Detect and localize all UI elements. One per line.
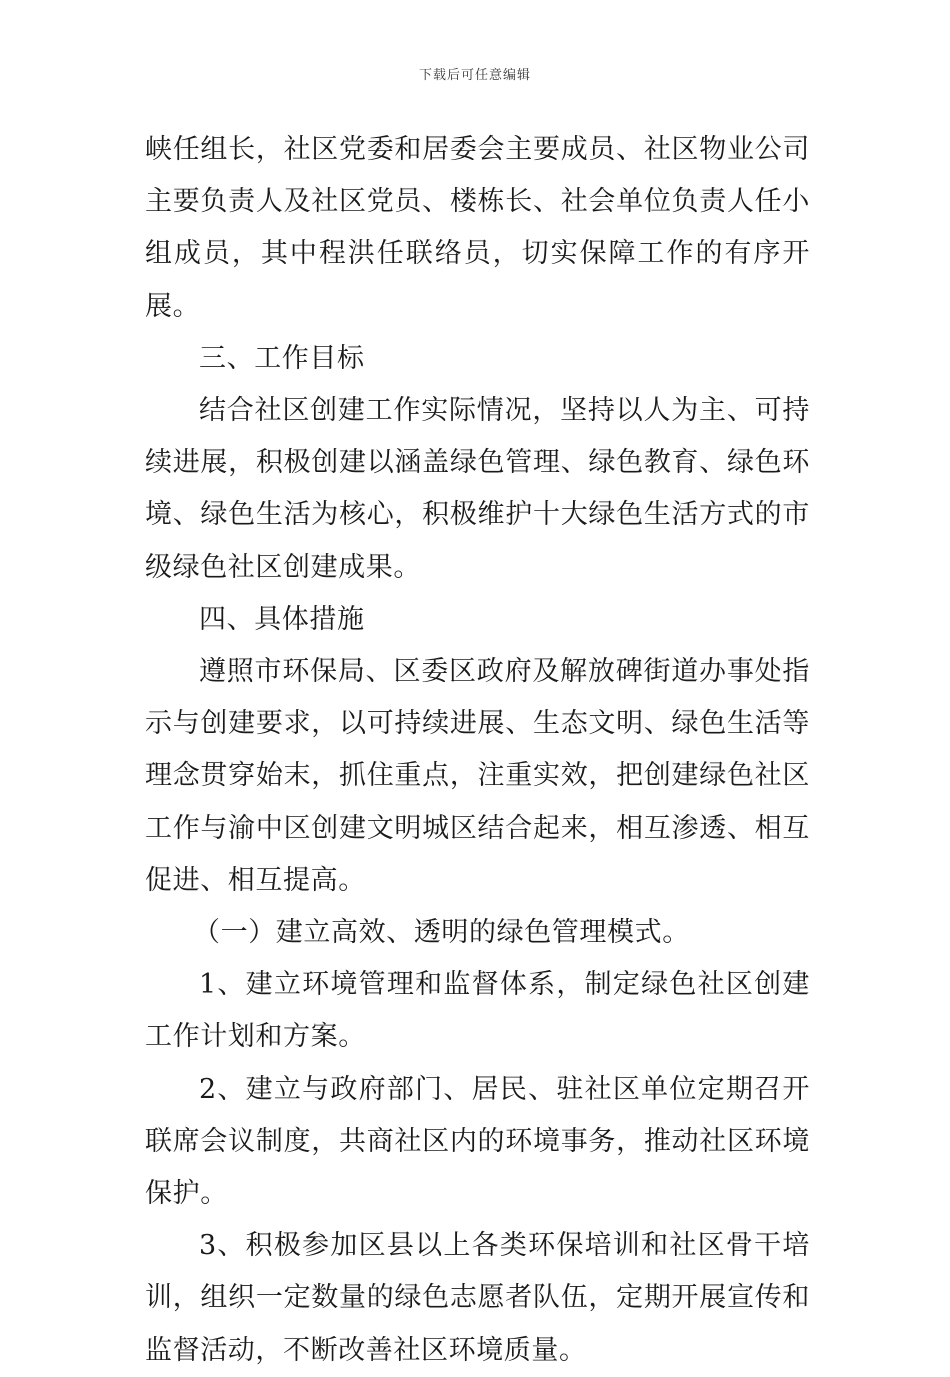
list-item-1: 1、建立环境管理和监督体系，制定绿色社区创建工作计划和方案。 [145,969,810,1053]
list-item-3: 3、积极参加区县以上各类环保培训和社区骨干培训，组织一定数量的绿色志愿者队伍，定期开展宣传和监督活动，不断改善社区环境质量。 [145,1230,810,1366]
paragraph-goals: 结合社区创建工作实际情况，坚持以人为主、可持续进展，积极创建以涵盖绿色管理、绿色教育、绿色环境、绿色生活为核心，积极维护十大绿色生活方式的市级绿色社区创建成果。 [145,395,810,583]
page-header: 下载后可任意编辑 [418,68,531,83]
paragraph-measures: 遵照市环保局、区委区政府及解放碑街道办事处指示与创建要求，以可持续进展、生态文明、绿色生活等理念贯穿始末，抓住重点，注重实效，把创建绿色社区工作与渝中区创建文明城区结合起来，相互渗透、相互促进、相互提高。 [145,656,810,896]
list-item-2: 2、建立与政府部门、居民、驻社区单位定期召开联席会议制度，共商社区内的环境事务，推动社区环境保护。 [145,1073,810,1210]
document-body [145,124,810,1377]
section-heading-goals: 三、工作目标 [199,342,365,374]
subsection-heading-management: （一）建立高效、透明的绿色管理模式。 [193,917,690,949]
paragraph-1: 峡任组长，社区党委和居委会主要成员、社区物业公司主要负责人及社区党员、楼栋长、社会单位负责人任小组成员，其中程洪任联络员，切实保障工作的有序开展。 [145,134,810,322]
section-heading-measures: 四、具体措施 [199,603,365,635]
